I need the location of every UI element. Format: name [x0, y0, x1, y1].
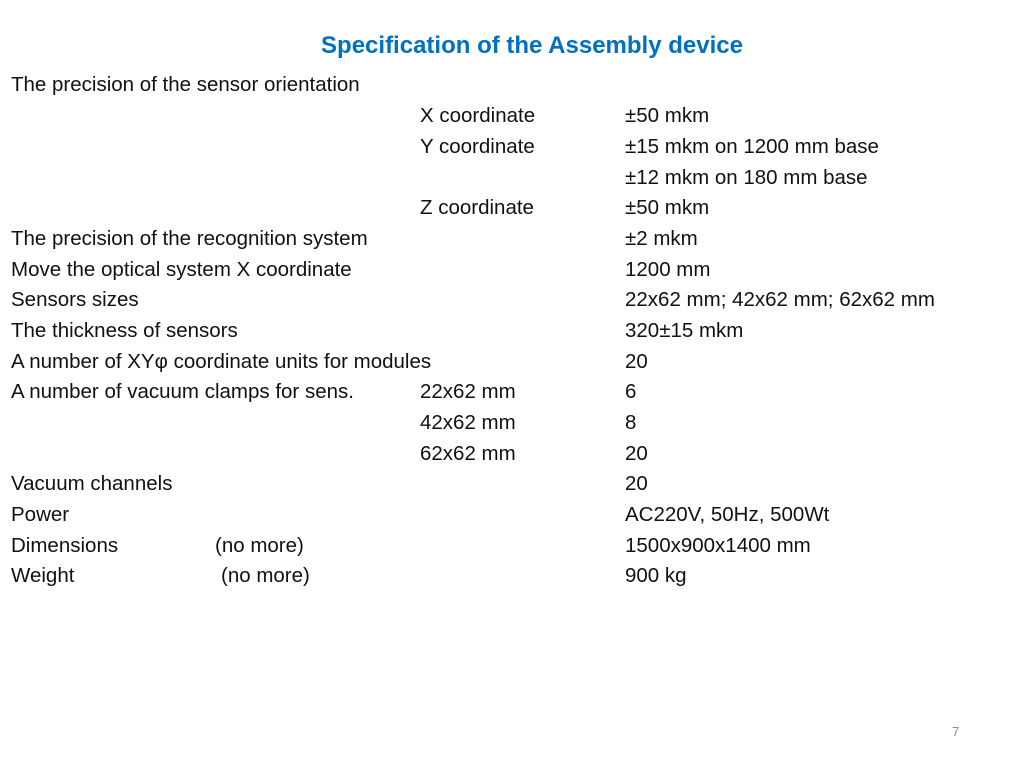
spec-value: 20	[625, 350, 648, 373]
spec-sublabel: Z coordinate	[420, 196, 534, 219]
spec-value: 900 kg	[625, 564, 687, 587]
spec-value: AC220V, 50Hz, 500Wt	[625, 503, 830, 526]
spec-label: A number of vacuum clamps for sens.	[11, 380, 354, 403]
spec-row	[0, 469, 1024, 499]
spec-value: ±50 mkm	[625, 196, 710, 219]
spec-value: ±50 mkm	[625, 104, 710, 127]
spec-label: Power	[11, 503, 70, 526]
spec-label: Weight	[11, 564, 75, 587]
spec-sublabel: 62x62 mm	[420, 442, 516, 465]
spec-row	[0, 285, 1024, 315]
spec-value: 320±15 mkm	[625, 319, 744, 342]
spec-label: Vacuum channels	[11, 472, 173, 495]
spec-value: 22x62 mm; 42x62 mm; 62x62 mm	[625, 288, 935, 311]
spec-row	[0, 193, 1024, 223]
spec-value: 1200 mm	[625, 258, 711, 281]
spec-sublabel: 22x62 mm	[420, 380, 516, 403]
spec-value: 6	[625, 380, 637, 403]
spec-row	[0, 439, 1024, 469]
spec-label: A number of XYφ coordinate units for modules	[11, 350, 432, 373]
spec-label: Move the optical system X coordinate	[11, 258, 352, 281]
spec-row	[0, 132, 1024, 162]
spec-label: The thickness of sensors	[11, 319, 238, 342]
spec-value: 20	[625, 442, 648, 465]
spec-row	[0, 101, 1024, 131]
page-title: Specification of the Assembly device	[321, 32, 743, 59]
spec-row	[0, 531, 1024, 561]
spec-value: 1500x900x1400 mm	[625, 534, 811, 557]
spec-row	[0, 224, 1024, 254]
page-number: 7	[952, 724, 960, 739]
spec-row	[0, 255, 1024, 285]
spec-row	[0, 316, 1024, 346]
spec-value: ±12 mkm on 180 mm base	[625, 166, 868, 189]
spec-row	[0, 408, 1024, 438]
spec-sublabel: (no more)	[215, 534, 304, 557]
spec-value: ±2 mkm	[625, 227, 698, 250]
spec-label: The precision of the sensor orientation	[11, 73, 360, 96]
spec-sublabel: (no more)	[221, 564, 310, 587]
spec-row	[0, 70, 1024, 100]
spec-label: The precision of the recognition system	[11, 227, 368, 250]
spec-row	[0, 500, 1024, 530]
spec-value: 20	[625, 472, 648, 495]
spec-sublabel: Y coordinate	[420, 135, 535, 158]
spec-row	[0, 561, 1024, 591]
spec-row	[0, 377, 1024, 407]
spec-row	[0, 347, 1024, 377]
spec-sublabel: X coordinate	[420, 104, 536, 127]
spec-row	[0, 163, 1024, 193]
spec-value: 8	[625, 411, 637, 434]
spec-sublabel: 42x62 mm	[420, 411, 516, 434]
spec-label: Sensors sizes	[11, 288, 139, 311]
spec-label: Dimensions	[11, 534, 119, 557]
spec-value: ±15 mkm on 1200 mm base	[625, 135, 879, 158]
